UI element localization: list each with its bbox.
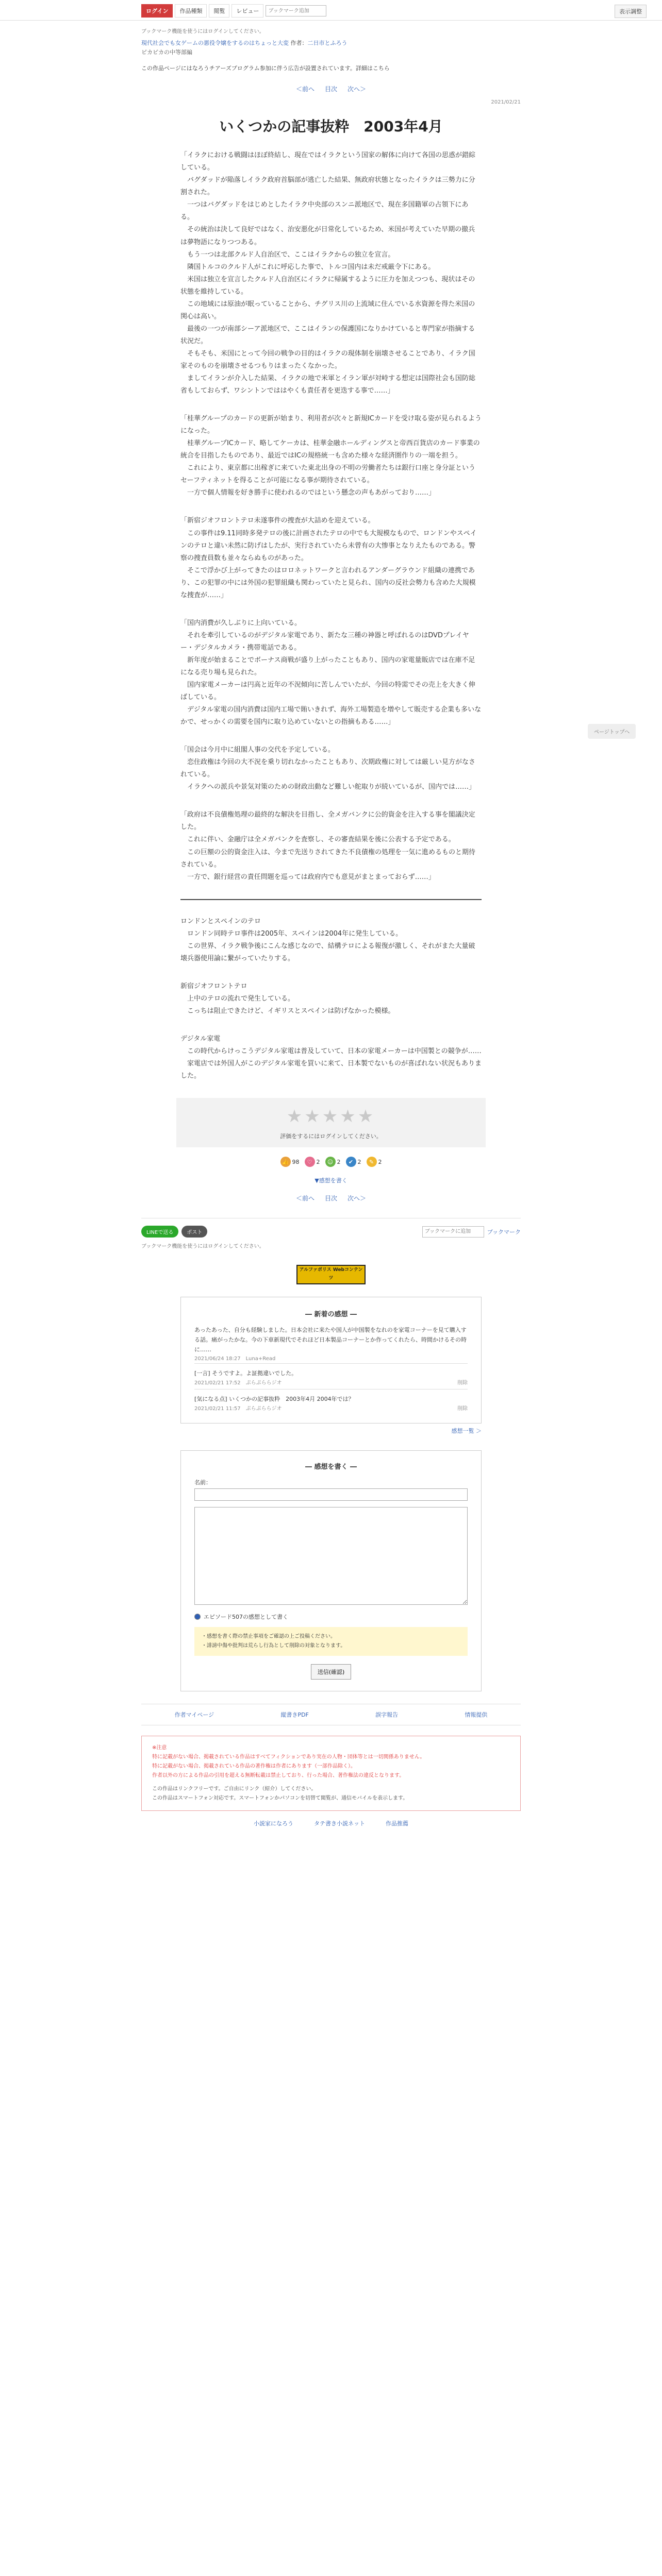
next-link[interactable]: 次へ＞ [347,86,367,93]
afterword-divider [180,899,482,900]
caution-note: ・感想を書く際の禁止事項をご確認の上ご投稿ください。 ・誹謗中傷や批判は荒らし行為として削除の対象となります。 [194,1627,468,1656]
disclaimer-warning: ※注意 特に記載がない場合、掲載されている作品はすべてフィクションであり実在の人物・団体等とは一切関係ありません。 特に記載がない場合、掲載されている作品の著作権は作者にあります（一部作品除く）。 作者以外の方による作品の引用を超える無断転載は禁止しており、行った場合、著作権法の違反となります。 [152,1745,425,1779]
impression-item [194,1363,468,1389]
search-input[interactable] [266,5,326,16]
line-share-button[interactable]: LINEで送る [141,1226,178,1238]
login-notice: ブックマーク機能を使うにはログインしてください。 [141,29,264,35]
novel-header [141,39,521,57]
body-paragraph-6: 「政府は不良債権処理の最終的な解決を目指し、全メガバンクに公的資金を注入する事を閣議決定した。 これに伴い、金融庁は全メガバンクを査察し、その審査結果を後に公表する予定である。 この巨額の公的資金注入は、今まで先送りされてきた不良債権の処理を一気に進めるものと期待されている。 一方で、銀行経営の責任問題を巡っては政府内でも意見がまとまっておらず……」 [180,811,476,881]
share-row [141,1226,521,1238]
afterword-block-3: デジタル家電 この時代からけっこうデジタル家電は普及していて、日本の家電メーカーは中国製との競争が…… 家電店では外国人がこのデジタル家電を買いに来て、日本製でないものが喜ばれない状況もありました。 [180,1035,482,1080]
page-top-button[interactable]: ページトップへ [588,724,636,739]
typo-report-link[interactable]: 誤字報告 [375,1711,399,1719]
impression-text: [気になる点] いくつかの記事抜粋 2003年4月 2004年では？ [194,1396,354,1403]
nav-link-browse[interactable]: 閲覧 [209,4,229,18]
pager-bottom [141,1194,521,1202]
bookmark-button[interactable]: ブックマーク [487,1228,521,1235]
write-impression-label: ▼感想を書く [315,1177,347,1184]
vertical-pdf-link[interactable]: 縦書きPDF [280,1711,309,1719]
body-paragraph-4: 「国内消費が久しぶりに上向いている。 それを牽引しているのがデジタル家電であり、新たな三種の神器と呼ばれるのはDVDプレイヤー・デジタルカメラ・携帯電話である。 新年度が始まることでボーナス商戦が盛り上がったこともあり、国内の家電量販店では在庫不足になる売り場も見られた。 国内家電メーカーは円高と近年の不況傾向に苦しんでいたが、今回の特需でその売上を大きく伸ばしている。 デジタル家電の国内消費は国内工場で賄いきれず、海外工場製造を増やして販売する企業も多いなかで、せっかくの需要を国内に取り込めていないとの指摘もある……」 [180,619,482,726]
info-provide-link[interactable]: 情報提供 [465,1711,488,1719]
toc-link[interactable]: 目次 [324,86,337,93]
reactions-row [141,1157,521,1167]
smile-icon: ☺ [325,1157,336,1167]
episode-checkbox-label: エピソード507の感想として書く [204,1614,288,1621]
afterword-block-1: ロンドンとスペインのテロ ロンドン同時テロ事件は2005年、スペインは2004年に発生している。 この世界、イラク戦争後にこんな感じなので、結構テロによる報復が激しく、それがまた大量破壊兵器使用論に繋がっていたりする。 [180,917,475,962]
top-nav [141,4,326,18]
rating-box [176,1098,486,1147]
publish-date: 2021/02/21 [491,99,521,106]
x-share-button[interactable]: ポスト [181,1226,207,1238]
impressions-list-link[interactable] [180,1427,482,1435]
reaction-count: 2 [378,1158,382,1165]
login-button[interactable]: ログイン [141,4,173,18]
main-container [141,21,521,1840]
impressions-list-label: 感想一覧 ＞ [451,1428,482,1435]
delete-link[interactable]: 削除 [457,1380,468,1386]
body-paragraph-3: 「新宿ジオフロントテロ未遂事件の捜査が大詰めを迎えている。 この事件は9.11同時多発テロの後に計画されたテロの中でも大規模なもので、ロンドンやスペインのテロと違い未然に防げはしたが、実行されていたら未曾有の大惨事となりえたものである。警察の捜査員数も並々ならぬものがあった。 そこで浮かび上がってきたのはロロネットワークと言われるアンダーグラウンド組織の連携であり、この犯罪の中には外国の犯罪組織も関わっていたと見られ、国内の反社会勢力も含めた大規模な捜査が……」 [180,517,477,599]
body-paragraph-2: 「桂華グループのカードの更新が始まり、利用者が次々と新規ICカードを受け取る姿が見られるようになった。 桂華グループICカード、略してケーカは、桂華金融ホールディングスと帝西百貨店のカード事業の統合を目指したものであり、最近ではICの規格統一も含めた様々な経済圏作りの一端を担う。 これにより、東京都に出稼ぎに来ていた東北出身の不明の労働者たちは銀行口座と身分証というセーフティネットを得ることが可能になる事が期待されている。 一方で個人情報を好き勝手に使われるのではという懸念の声もあがっており……」 [180,415,482,497]
bookmark-input[interactable] [422,1226,484,1238]
prev-link[interactable]: ＜前へ [295,1195,315,1202]
chapter-tag: ピカピカの中等部編 [141,48,192,56]
reaction-count: 98 [292,1158,300,1165]
check-icon: ✔ [346,1157,356,1167]
bookmark-area [422,1226,521,1238]
episode-checkbox-row[interactable] [194,1613,468,1621]
reaction-check[interactable] [346,1157,361,1167]
reaction-smile[interactable] [325,1157,341,1167]
alphapolis-banner[interactable]: アルファポリス Webコンテンツ [296,1265,366,1284]
share-buttons [141,1226,207,1238]
nav-link-review[interactable]: レビュー [231,4,263,18]
new-impressions-box [180,1297,482,1423]
rating-stars[interactable]: ★★★★★ [286,1106,376,1127]
impression-intro-text: あったあった、自分も経験しました。日本会社に来たや国人が中国製をなれのを家電コーナーを見て購入する話。痛がったかな。今の下車新現代でそれほど日本製品コーナーとか作ってくれたら、時間かけるその時に…… [194,1327,467,1353]
author-mypage-link[interactable]: 作者マイページ [174,1711,214,1719]
impression-textarea[interactable] [194,1507,468,1605]
thumbs-up-icon: 👍 [280,1157,291,1167]
impression-item [194,1389,468,1415]
bookmark-login-notice: ブックマーク機能を使うにはログインしてください。 [141,1244,264,1250]
share-band [141,1218,521,1249]
footer-bottom [141,1819,521,1840]
reaction-count: 2 [316,1158,320,1165]
nav-link-genre[interactable]: 作品種類 [175,4,207,18]
impression-meta: 2021/02/21 17:52 ぷらぷららジオ [194,1380,282,1386]
disclaimer-info: この作品はリンクフリーです。ご自由にリンク（紹介）してください。 この作品はスマートフォン対応です。スマートフォンかパソコンを切替て閲覧が、通信モバイルを表示します。 [152,1786,408,1802]
recommend-link[interactable]: 作品推薦 [386,1820,408,1827]
heart-icon: ♡ [305,1157,315,1167]
rating-login-text: 評価をするにはログインしてください。 [280,1133,382,1140]
delete-link[interactable]: 削除 [457,1406,468,1412]
reaction-good[interactable] [280,1157,300,1167]
episode-radio[interactable] [194,1614,201,1620]
impression-intro [194,1326,468,1363]
top-bar [0,0,662,21]
reaction-count: 2 [337,1158,341,1165]
impression-text: [一言] そうですよ。よ証拠違いでした。 [194,1370,297,1377]
reaction-heart[interactable] [305,1157,320,1167]
reaction-count: 2 [357,1158,361,1165]
footer-links [141,1704,521,1725]
toc-link[interactable]: 目次 [324,1195,337,1202]
pencil-icon: ✎ [367,1157,377,1167]
author-label: 作者： [290,40,308,46]
next-link[interactable]: 次へ＞ [347,1195,367,1202]
name-input[interactable] [194,1488,468,1501]
impression-intro-meta: 2021/06/24 18:27 Luna+Read [194,1356,276,1362]
display-settings-button[interactable]: 表示調整 [615,5,647,18]
afterword [180,916,482,1083]
episode-title: いくつかの記事抜粋 2003年4月 [219,118,443,135]
write-impression-link[interactable] [141,1176,521,1184]
prev-link[interactable]: ＜前へ [295,86,315,93]
body-paragraph-5: 「国会は今月中に組閣人事の交代を予定している。 恋住政権は今回の大不況を乗り切れなかったこともあり、次期政権に対しては厳しい見方がなされている。 イラクへの派兵や景気対策のための財政出動など難しい舵取りが続いているが、国内では……」 [180,746,476,791]
write-impression-box [180,1450,482,1691]
submit-button[interactable]: 送信(確認) [311,1664,352,1680]
affiliate-notice: この作品ページにはなろうチアーズプログラム参加に伴う広告が設置されています。詳細はこちら [141,65,390,72]
afterword-block-2: 新宿ジオフロントテロ 上中のテロの流れで発生している。 こっちは阻止できたけど、イギリスとスペインは防げなかった模様。 [180,982,395,1015]
author-link[interactable]: 二日市とふろう [307,40,347,46]
body-paragraph-1: 「イラクにおける戦闘はほぼ終結し、現在ではイラクという国家の解体に向けて各国の思惑が錯綜している。 バグダッドが陥落しイラク政府首脳部が逃亡した結果、無政府状態となったイラクは三勢力に分割された。 一つはバグダッドをはじめとしたイラク中央部のスンニ派地区で、現在多国籍軍の占領下にある。 その統治は決して良好ではなく、治安悪化が日常化しているため、米国が考えていた早期の撤兵は夢物語になりつつある。 もう一つは北部クルド人自治区で、ここはイラクからの独立を宣言。 隣国トルコのクルド人がこれに呼応した事で、トルコ国内は未だ戒厳令下にある。 米国は独立を宣言したクルド人自治区にイラクに帰属するように圧力を加えつつも、現状はその状態を維持している。 この地域には原油が眠っていることから、チグリス川の上流域に住んでいる水資源を得た米国の関心は高い。 最後の一つが南部シーア派地区で、ここはイランの保護国になりかけていると専門家が指摘する状況だ。 そもそも、米国にとって今回の戦争の目的はイラクの現体制を崩壊させることであり、イラク国家そのものを崩壊させるつもりはまったくなかった。 ましてイランが介入した結果、イラクの地で米軍とイラン軍が対峙する想定は国際社会も国防総省もしておらず、ワシントンでははやくも責任者を更迭する事で……」 [180,151,476,395]
series-title-link[interactable]: 現代社会でも女ゲームの悪役令嬢をするのはちょっと大変 [141,40,289,46]
disclaimer-box [141,1736,521,1811]
syosetu-link[interactable]: 小説家になろう [254,1820,293,1827]
reaction-pencil[interactable] [367,1157,382,1167]
tategaki-link[interactable]: タテ書き小説ネット [314,1820,365,1827]
impressions-title: ― 新着の感想 ― [305,1311,357,1319]
write-title: ― 感想を書く ― [305,1463,357,1471]
episode-body [180,149,482,883]
impression-meta: 2021/02/21 11:57 ぷらぷららジオ [194,1406,282,1412]
name-label: 名前： [194,1479,211,1486]
pager-top [141,84,521,93]
